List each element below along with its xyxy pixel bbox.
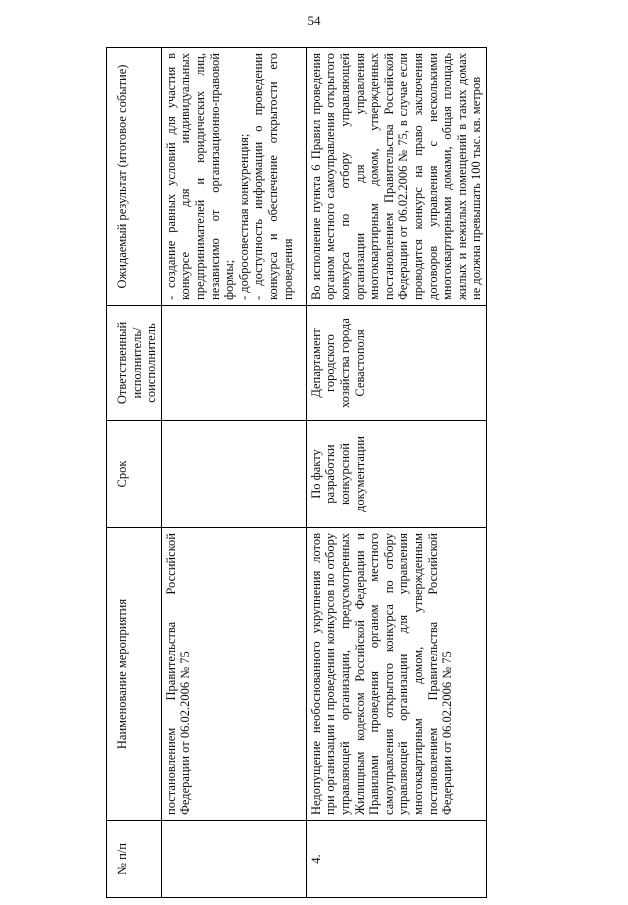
row1-result xyxy=(161,48,306,306)
row2-term: По факту разработки конкурсной документации xyxy=(306,421,486,528)
header-name: Наименование мероприятия xyxy=(107,528,162,821)
row1-term xyxy=(161,421,306,528)
rotated-table-container xyxy=(106,48,484,898)
events-table xyxy=(106,47,487,898)
header-responsible: Ответственный исполнитель/ соисполнитель xyxy=(107,306,162,421)
row2-num: 4. xyxy=(306,821,486,898)
table-row xyxy=(306,48,486,898)
header-term: Срок xyxy=(107,421,162,528)
row2-result: Во исполнение пункта 6 Правил проведения органом местного самоуправления открытого конкурса по отбору управляющей организации для управления многоквартирным домом, утвержденных постановлением Правительства Российской Федерации от 06.02.2006 № 75, в случае если проводится конкурс на право заключения договоров управления с несколькими многоквартирными домами, общая площадь жилых и нежилых помещений в таких домах не должна превышать 100 тыс. кв. метров xyxy=(306,48,486,306)
row1-result-line: - добросовестная конкуренция; xyxy=(236,133,251,300)
table-row xyxy=(161,48,306,898)
row1-num xyxy=(161,821,306,898)
row1-name: постановлением Правительства Российской Федерации от 06.02.2006 № 75 xyxy=(161,528,306,821)
row2-name: Недопущение необоснованного укрупнения лотов при организации и проведении конкурсов по отбору управляющей организации, предусмотренных Жилищным кодексом Российской Федерации и Правилами проведения органом местного самоуправления открытого конкурса по отбору управляющей организации для управления многоквартирным домом, утвержденным постановлением Правительства Российской Федерации от 06.02.2006 № 75 xyxy=(306,528,486,821)
page-number: 54 xyxy=(307,13,321,28)
row2-responsible: Департамент городского хозяйства города Севастополя xyxy=(306,306,486,421)
header-result: Ожидаемый результат (итоговое событие) xyxy=(107,48,162,306)
row1-result-line: - доступность информации о проведении конкурса и обеспечение открытости его проведения xyxy=(251,53,295,300)
row1-result-line: - создание равных условий для участия в конкурсе для индивидуальных предпринимателей и юридических лиц, независимо от организационно-правовой формы; xyxy=(163,53,237,300)
table-header-row xyxy=(107,48,162,898)
header-num: № п/п xyxy=(107,821,162,898)
row1-responsible xyxy=(161,306,306,421)
